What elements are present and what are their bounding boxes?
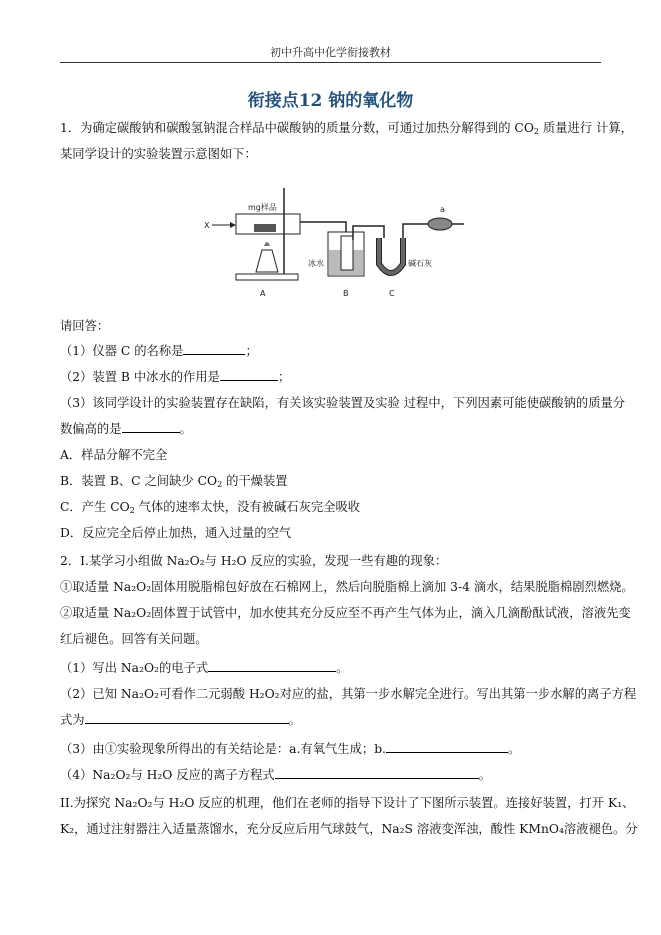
x-label: X [204, 221, 210, 230]
option-d: D．反应完全后停止加热，通入过量的空气 [60, 526, 292, 540]
q2-observation-1: ①取适量 Na₂O₂固体用脱脂棉包好放在石棉网上，然后向脱脂棉上滴加 3-4 滴水，结果脱脂棉剧烈燃烧。 [60, 580, 634, 594]
option-b: B．装置 B、C 之间缺少 $CO_2$ 的干燥装置 [60, 474, 288, 489]
q2-sub2-line1: （2）已知 Na₂O₂可看作二元弱酸 H₂O₂对应的盐，其第一步水解完全进行。写出其第一步水解的离子方程 [60, 687, 637, 701]
q2-observation-2-line2: 红后褪色。回答有关问题。 [60, 632, 208, 646]
sample-label: mg样品 [248, 203, 277, 212]
answer-blank[interactable] [183, 342, 245, 355]
label-B: B [343, 289, 349, 298]
q1-sub3-line1: （3）该同学设计的实验装置存在缺陷，有关该实验装置及实验 过程中，下列因素可能使碳酸钠的质量分 [60, 396, 626, 410]
q1-intro-line1: 1．为确定碳酸钠和碳酸氢钠混合样品中碳酸钠的质量分数，可通过加热分解得到的 $CO_2$ 质量进行 计算， [60, 121, 633, 136]
q2-part2-line1: II.为探究 Na₂O₂与 H₂O 反应的机理，他们在老师的指导下设计了下图所示装置。连接好装置，打开 K₁、 [60, 796, 635, 810]
q2-intro: 2．I.某学习小组做 Na₂O₂与 H₂O 反应的实验，发现一些有趣的现象： [60, 554, 448, 568]
answer-blank[interactable] [275, 766, 479, 779]
label-A: A [260, 289, 266, 298]
option-a: A．样品分解不完全 [60, 448, 168, 462]
answer-blank[interactable] [220, 368, 278, 381]
experiment-apparatus-figure [196, 184, 468, 302]
answer-blank[interactable] [208, 659, 336, 672]
page-header: 初中升高中化学衔接教材 [60, 44, 601, 63]
q2-sub4: （4）Na₂O₂与 H₂O 反应的离子方程式 。 [60, 768, 491, 782]
label-C: C [389, 289, 395, 298]
answer-blank[interactable] [386, 740, 508, 753]
q1-intro-line2: 某同学设计的实验装置示意图如下： [60, 147, 257, 161]
q1-sub1: （1）仪器 C 的名称是 ； [60, 344, 258, 358]
q2-sub3: （3）由①实验现象所得出的有关结论是：a.有氧气生成；b. 。 [60, 742, 521, 756]
q2-observation-2-line1: ②取适量 Na₂O₂固体置于试管中，加水使其充分反应至不再产生气体为止，滴入几滴酚酞试液，溶液先变 [60, 606, 631, 620]
q1-sub2: （2）装置 B 中冰水的作用是 ； [60, 370, 291, 384]
answer-blank[interactable] [122, 420, 180, 433]
answer-prompt: 请回答： [60, 319, 110, 333]
q2-sub2-line2: 式为 。 [60, 713, 301, 727]
soda-lime-label: 碱石灰 [408, 259, 432, 268]
label-a: a [440, 205, 445, 214]
ice-water-label: 冰水 [308, 259, 324, 268]
q2-sub1: （1）写出 Na₂O₂的电子式 。 [60, 661, 349, 675]
answer-blank[interactable] [85, 711, 289, 724]
lesson-title: 衔接点12 钠的氧化物 [247, 91, 414, 111]
option-c: C．产生 $CO_2$ 气体的速率太快，没有被碱石灰完全吸收 [60, 500, 361, 515]
q2-part2-line2: K₂，通过注射器注入适量蒸馏水，充分反应后用气球鼓气，Na₂S 溶液变浑浊，酸性 KMnO₄溶液褪色。分 [60, 822, 638, 836]
q1-sub3-line2: 数偏高的是 。 [60, 422, 192, 436]
